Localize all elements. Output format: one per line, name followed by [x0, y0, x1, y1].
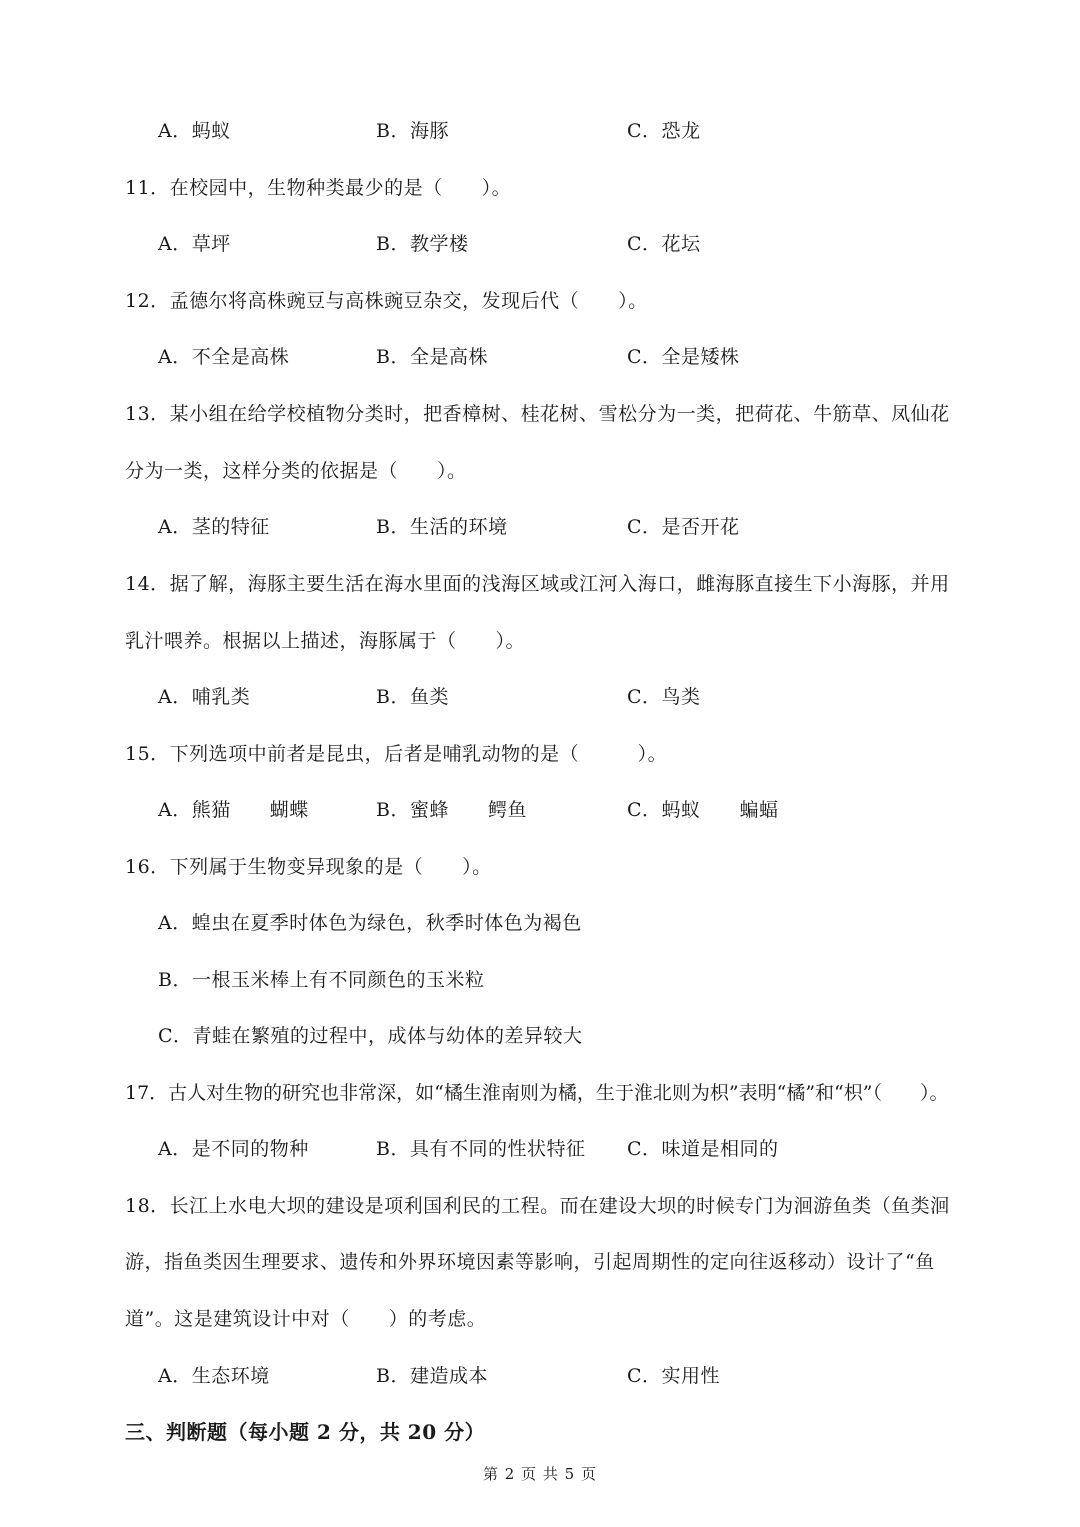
- q13-stem-line1: 13．某小组在给学校植物分类时，把香樟树、桂花树、雪松分为一类，把荷花、牛筋草、凤仙花: [125, 403, 950, 425]
- q17-stem: 17．古人对生物的研究也非常深，如“橘生淮南则为橘，生于淮北则为枳”表明“橘”和“枳”（ ）。: [125, 1082, 949, 1104]
- q17-option-b: B．具有不同的性状特征: [376, 1138, 586, 1160]
- q13-option-a: A．茎的特征: [158, 516, 270, 538]
- q11-option-b: B．教学楼: [376, 233, 469, 255]
- q18-option-a: A．生态环境: [158, 1365, 270, 1387]
- q18-option-c: C．实用性: [627, 1365, 721, 1387]
- q14-option-a: A．哺乳类: [158, 686, 251, 708]
- q10-option-b: B．海豚: [376, 120, 449, 142]
- q12-option-a: A．不全是高株: [158, 346, 290, 368]
- q10-option-c: C．恐龙: [627, 120, 701, 142]
- page-number: 第 2 页 共 5 页: [483, 1465, 597, 1483]
- q15-option-b: B．蜜蜂 鳄鱼: [376, 799, 527, 821]
- q15-option-a: A．熊猫 蝴蝶: [158, 799, 309, 821]
- q12-option-c: C．全是矮株: [627, 346, 740, 368]
- q17-option-c: C．味道是相同的: [627, 1138, 779, 1160]
- q12-option-b: B．全是高株: [376, 346, 488, 368]
- q12-stem: 12．孟德尔将高株豌豆与高株豌豆杂交，发现后代（ ）。: [125, 290, 648, 312]
- q10-option-a: A．蚂蚁: [158, 120, 231, 142]
- q11-option-c: C．花坛: [627, 233, 701, 255]
- q16-option-a: A．蝗虫在夏季时体色为绿色，秋季时体色为褐色: [158, 912, 582, 934]
- q13-stem-line2: 分为一类，这样分类的依据是（ ）。: [125, 460, 467, 482]
- q16-option-b: B．一根玉米棒上有不同颜色的玉米粒: [158, 969, 485, 991]
- q13-option-c: C．是否开花: [627, 516, 740, 538]
- section-3-title: 三、判断题（每小题 2 分，共 20 分）: [125, 1420, 486, 1444]
- q18-stem-line1: 18．长江上水电大坝的建设是项利国利民的工程。而在建设大坝的时候专门为洄游鱼类（鱼类洄: [125, 1195, 950, 1217]
- q14-option-c: C．鸟类: [627, 686, 701, 708]
- q18-stem-line2: 游，指鱼类因生理要求、遗传和外界环境因素等影响，引起周期性的定向往返移动）设计了“鱼: [125, 1251, 935, 1273]
- q13-option-b: B．生活的环境: [376, 516, 508, 538]
- q14-option-b: B．鱼类: [376, 686, 449, 708]
- q16-stem: 16．下列属于生物变异现象的是（ ）。: [125, 856, 492, 878]
- q17-option-a: A．是不同的物种: [158, 1138, 309, 1160]
- q15-stem: 15．下列选项中前者是昆虫，后者是哺乳动物的是（ ）。: [125, 743, 668, 765]
- q18-option-b: B．建造成本: [376, 1365, 488, 1387]
- q16-option-c: C．青蛙在繁殖的过程中，成体与幼体的差异较大: [158, 1025, 583, 1047]
- q18-stem-line3: 道”。这是建筑设计中对（ ）的考虑。: [125, 1308, 487, 1330]
- q11-stem: 11．在校园中，生物种类最少的是（ ）。: [125, 177, 512, 199]
- q14-stem-line2: 乳汁喂养。根据以上描述，海豚属于（ ）。: [125, 630, 526, 652]
- q14-stem-line1: 14．据了解，海豚主要生活在海水里面的浅海区域或江河入海口，雌海豚直接生下小海豚，并用: [125, 573, 950, 595]
- q15-option-c: C．蚂蚁 蝙蝠: [627, 799, 779, 821]
- q11-option-a: A．草坪: [158, 233, 231, 255]
